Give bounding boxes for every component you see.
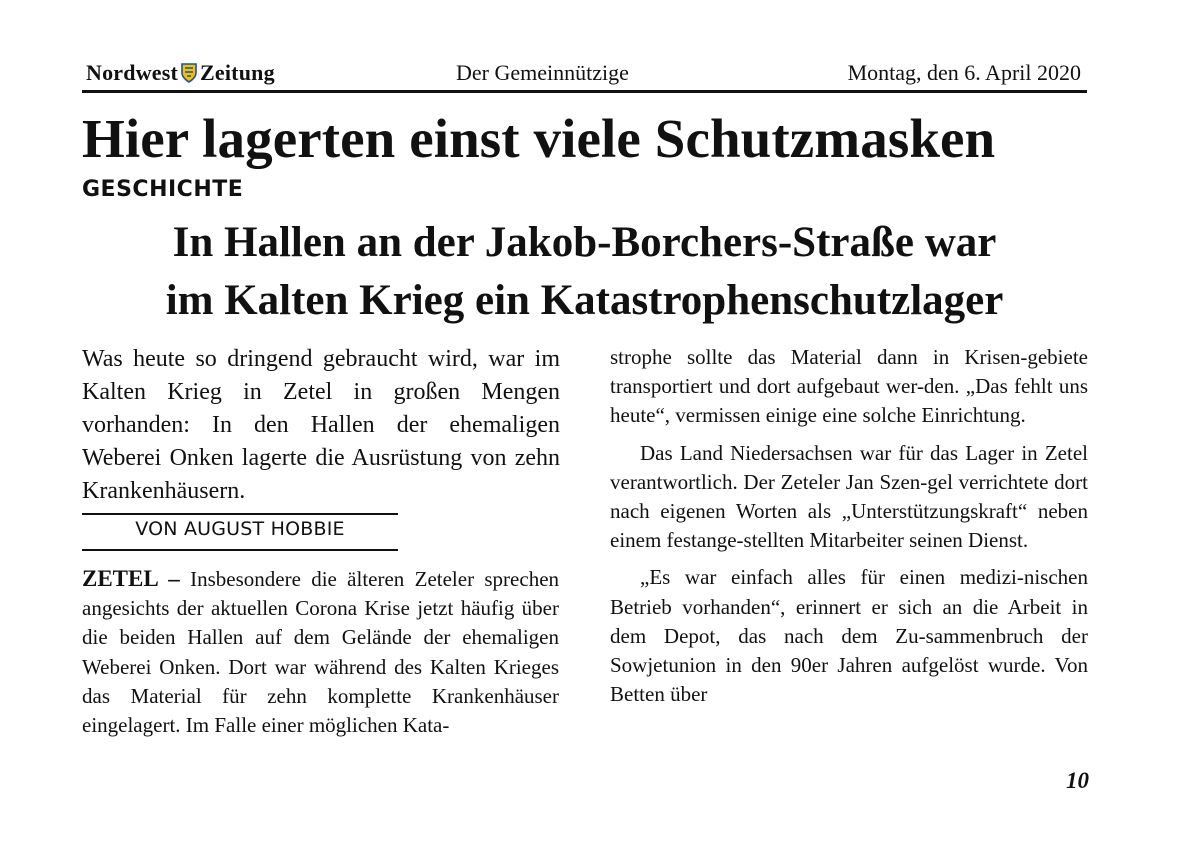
subhead-line-1: In Hallen an der Jakob-Borchers-Straße war [172, 219, 997, 266]
byline: VON AUGUST HOBBIE [135, 518, 345, 540]
body-text: Insbesondere die älteren Zeteler sprechen angesichts der aktuellen Corona Krise jetzt häufig über die beiden Hallen auf dem Gelände der ehemaligen Weberei Onken. Dort war während des Kalten Krieges das Material für zehn komplette Krankenhäuser eingelagert. Im Falle einer möglichen Kata- [82, 567, 560, 738]
lead-text: Was heute so dringend gebraucht wird, war im Kalten Krieg in Zetel in großen Mengen vorhanden: In den Hallen der ehemaligen Weberei Onken lagerte die Ausrüstung von zehn Krankenhäusern. [82, 346, 560, 504]
page-header [82, 58, 1087, 88]
body-paragraph: strophe sollte das Material dann in Krisen-gebiete transportiert und dort aufgebaut wer-den. „Das fehlt uns heute“, vermissen einige eine solche Einrichtung. [610, 345, 1088, 428]
coat-of-arms-icon [181, 63, 197, 89]
kicker: GESCHICHTE [82, 177, 244, 202]
subheadline [82, 214, 1087, 330]
dateline: ZETEL – [82, 566, 180, 591]
body-paragraph [82, 564, 559, 740]
byline-rule-bottom [82, 549, 398, 551]
masthead-right: Zeitung [200, 60, 275, 85]
byline-rule-top [82, 513, 398, 515]
lead-paragraph [82, 343, 560, 508]
headline: Hier lagerten einst viele Schutzmasken [82, 108, 996, 169]
issue-date: Montag, den 6. April 2020 [847, 60, 1081, 85]
body-paragraph: Das Land Niedersachsen war für das Lager in Zetel verantwortlich. Der Zeteler Jan Szen-gel verrichtete dort nach eigenen Worten als „Unterstützungskraft“ neben einem festange-stellten Mitarbeiter seinen Dienst. [610, 440, 1088, 553]
subhead-line-2: im Kalten Krieg ein Katastrophenschutzlager [165, 277, 1004, 324]
column-1 [82, 564, 559, 740]
page-number: 10 [1066, 768, 1089, 793]
section-title: Der Gemeinnützige [456, 60, 629, 85]
header-rule [82, 90, 1087, 93]
masthead-left: Nordwest [86, 60, 179, 85]
column-2 [610, 343, 1088, 709]
body-paragraph: „Es war einfach alles für einen medizi-nischen Betrieb vorhanden“, erinnert er sich an die Arbeit in dem Depot, das nach dem Zu-sammenbruch der Sowjetunion in den 90er Jahren aufgelöst wurde. Von Betten über [610, 565, 1088, 707]
masthead [86, 60, 275, 89]
